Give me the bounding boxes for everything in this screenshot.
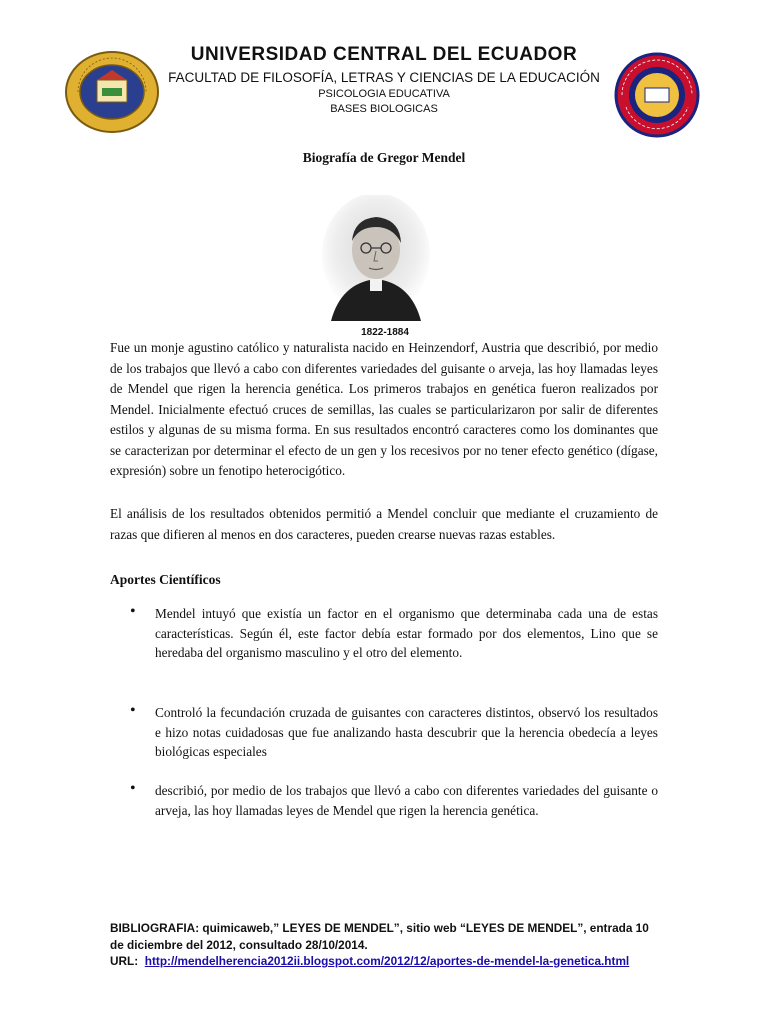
university-name: UNIVERSIDAD CENTRAL DEL ECUADOR (190, 44, 578, 65)
portrait-years: 1822-1884 (361, 327, 409, 338)
list-item: Controló la fecundación cruzada de guisantes con caracteres distintos, observó los resultados e hizo notas cuidadosas que fue analizando hasta descubrir que la herencia obedecía a leyes biológicas especiales (155, 705, 658, 759)
section-heading: Aportes Científicos (110, 572, 221, 587)
analysis-paragraph: El análisis de los resultados obtenidos permitió a Mendel concluir que mediante el cruzamiento de razas que difieren al menos en dos caracteres, pueden crearse nuevas razas estables. (110, 506, 658, 542)
list-item: Mendel intuyó que existía un factor en el organismo que determinaba cada una de estas características. Según él, este factor debía estar formado por dos elementos, Lino que se heredaba del organismo masculino y el otro del elemento. (155, 606, 658, 660)
bullet-icon: • (130, 780, 136, 797)
bibliography (110, 920, 660, 970)
bullet-icon: • (130, 702, 136, 719)
bibliography-link[interactable]: http://mendelherencia2012ii.blogspot.com/2012/12/aportes-de-mendel-la-genetica.html (144, 954, 630, 968)
program-name: PSICOLOGIA EDUCATIVA (318, 88, 450, 100)
bibliography-text: BIBLIOGRAFIA: quimicaweb,” LEYES DE MENDEL”, sitio web “LEYES DE MENDEL”, entrada 10 de diciembre del 2012, consultado 28/10/2014. (110, 921, 649, 952)
bullet-icon: • (130, 603, 136, 620)
mendel-portrait (321, 195, 431, 321)
biography-paragraph: Fue un monje agustino católico y naturalista nacido en Heinzendorf, Austria que describió, por medio de los trabajos que llevó a cabo con diferentes variedades del guisante o arveja, las hoy llamadas leyes de Mendel que rigen la herencia genética. Los primeros trabajos en genética fueron realizados por Mendel. Inicialmente efectuó cruces de semillas, las cuales se particularizaron por salir de diferentes estilos y algunas de su misma forma. En sus resultados encontró caracteres como los dominantes que se caracterizan por determinar el efecto de un gen y los recesivos por no tener efecto genético (dígase, expresión) sobre un fenotipo heterocigótico. (110, 340, 658, 478)
list-item: describió, por medio de los trabajos que llevó a cabo con diferentes variedades del guisante o arveja, las hoy llamadas leyes de Mendel que rigen la herencia genética. (155, 783, 658, 818)
course-name: BASES BIOLOGICAS (330, 103, 438, 115)
faculty-name: FACULTAD DE FILOSOFÍA, LETRAS Y CIENCIAS DE LA EDUCACIÓN (168, 70, 600, 85)
url-label: URL: (110, 954, 139, 968)
document-title: Biografía de Gregor Mendel (302, 150, 466, 165)
